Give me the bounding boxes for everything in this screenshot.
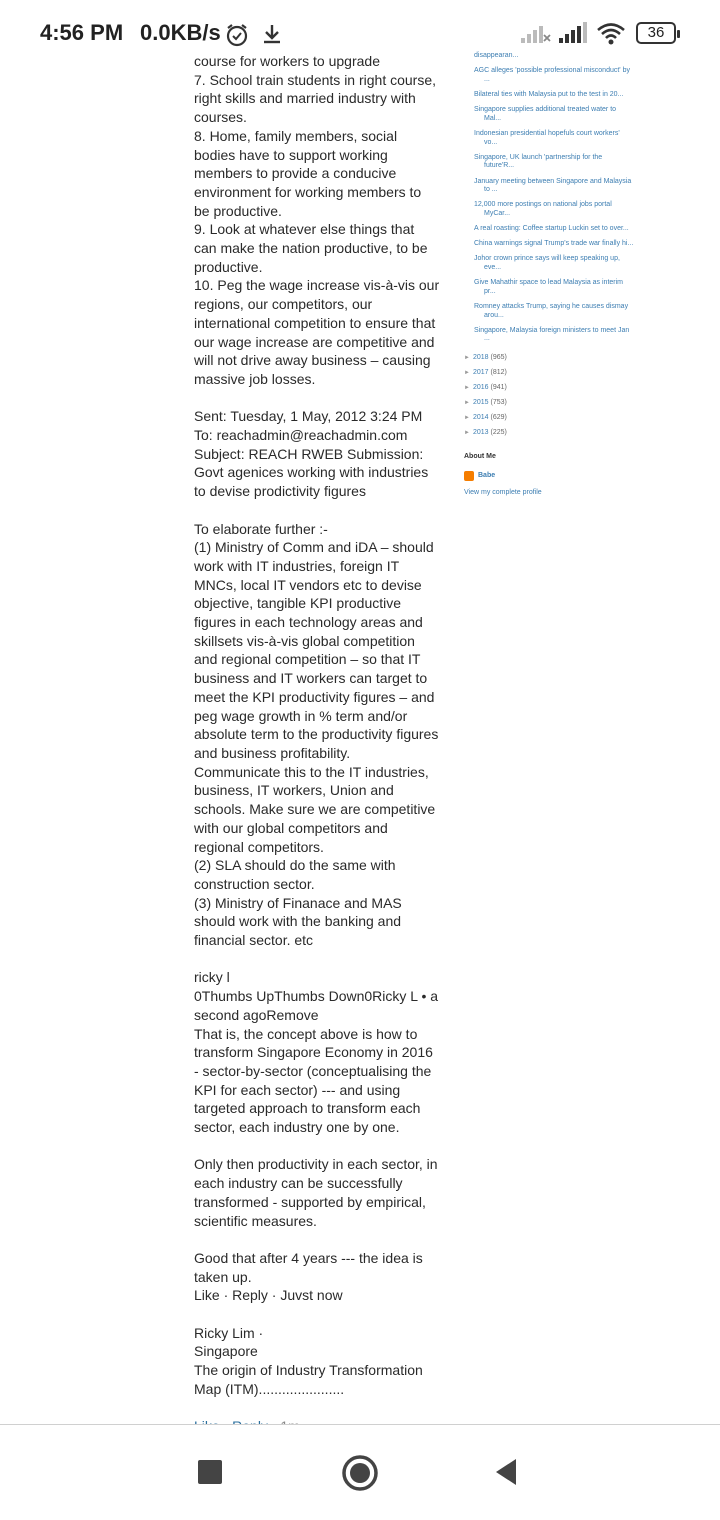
about-me-heading: About Me xyxy=(464,453,496,461)
popular-post-link[interactable]: A real roasting: Coffee startup Luckin set to over... xyxy=(474,225,629,233)
signal-strength-icon xyxy=(558,22,588,49)
expand-arrow-icon[interactable]: ► xyxy=(464,354,470,361)
profile-name[interactable]: Babe xyxy=(478,471,496,479)
alarm-icon xyxy=(224,22,250,53)
expand-arrow-icon[interactable]: ► xyxy=(464,384,470,391)
expand-arrow-icon[interactable]: ► xyxy=(464,399,470,406)
comment-paragraph: Good that after 4 years --- the idea is taken up. Like · Reply · Juvst now xyxy=(194,1249,423,1304)
popular-post-link[interactable]: 12,000 more postings on national jobs portal MyCar... xyxy=(474,201,612,217)
archive-year-item[interactable]: ► 2017 (812) xyxy=(464,368,507,376)
email-header: Sent: Tuesday, 1 May, 2012 3:24 PM To: reachadmin@reachadmin.com Subject: REACH RWEB Submission: Govt agenices working with industries to devise prodictivity figures xyxy=(194,408,429,500)
popular-post-link[interactable]: Johor crown prince says will keep speaking up, eve... xyxy=(474,255,620,272)
back-button[interactable] xyxy=(492,1457,520,1492)
comment-paragraph: Ricky Lim · Singapore The origin of Industry Transformation Map (ITM)...................... xyxy=(194,1324,423,1397)
network-speed: 0.0KB/s xyxy=(140,20,221,45)
popular-post-link[interactable]: January meeting between Singapore and Malaysia to ... xyxy=(474,177,632,194)
archive-year-item[interactable]: ► 2013 (225) xyxy=(464,428,507,436)
view-profile-link[interactable]: View my complete profile xyxy=(464,489,542,497)
popular-post-link[interactable]: disappearan... xyxy=(474,52,519,59)
expand-arrow-icon[interactable]: ► xyxy=(464,369,470,376)
status-bar xyxy=(0,0,720,56)
comment-paragraph: To elaborate further :- (1) Ministry of Comm and iDA – should work with IT industries, foreign IT MNCs, local IT vendors etc to devise objective, tangible KPI productive figures in each technology areas and skillsets vis-à-vis global competition and regional competition – so that IT business and IT workers can target to meet the KPI productivity figures – and peg wage growth in % term and/or absolute term to the productivity figures and business profitability. Communicate this to the IT industries, business, IT workers, Union and schools. Make sure we are competitive with our global competitors and regional competitors. (2) SLA should do the same with construction sector. (3) Ministry of Finanace and MAS should work with the banking and financial sector. etc xyxy=(194,520,439,949)
popular-post-link[interactable]: AGC alleges 'possible professional misconduct' by ... xyxy=(474,67,630,83)
battery-level: 36 xyxy=(636,22,676,44)
popular-post-link[interactable]: China warnings signal Trump's trade war finally hi... xyxy=(474,240,634,248)
blogger-icon xyxy=(464,471,474,481)
popular-post-link[interactable]: Indonesian presidential hopefuls court workers' vo... xyxy=(474,129,620,146)
blog-sidebar xyxy=(464,52,634,498)
archive-year-item[interactable]: ► 2018 (965) xyxy=(464,353,507,361)
archive-year-item[interactable]: ► 2014 (629) xyxy=(464,413,507,421)
home-button[interactable] xyxy=(340,1453,380,1498)
popular-post-link[interactable]: Singapore, Malaysia foreign ministers to meet Jan ... xyxy=(474,326,630,343)
popular-post-link[interactable]: Singapore, UK launch 'partnership for the future'R... xyxy=(474,153,603,170)
popular-post-link[interactable]: Romney attacks Trump, saying he causes dismay arou... xyxy=(474,303,629,319)
archive-year-item[interactable]: ► 2016 (941) xyxy=(464,383,507,391)
recent-apps-button[interactable] xyxy=(198,1460,222,1484)
blog-archive xyxy=(464,354,634,438)
comment-paragraph: Only then productivity in each sector, in each industry can be successfully transformed - supported by empirical, scientific measures. xyxy=(194,1156,438,1229)
popular-post-link[interactable]: Bilateral ties with Malaysia put to the test in 20... xyxy=(474,90,624,98)
profile-link[interactable] xyxy=(464,471,634,481)
signal-no-service-icon xyxy=(520,22,552,49)
popular-post-link[interactable]: Singapore supplies additional treated water to Mal... xyxy=(474,106,617,122)
comment-paragraph: ricky l 0Thumbs UpThumbs Down0Ricky L • a second agoRemove That is, the concept above is how to transform Singapore Economy in 2016 - sector-by-sector (conceptualising the KPI for each sector) --- and using targeted approach to transform each sector, each industry one by one. xyxy=(194,969,439,1136)
archive-year-item[interactable]: ► 2015 (753) xyxy=(464,398,507,406)
expand-arrow-icon[interactable]: ► xyxy=(464,429,470,436)
navigation-bar xyxy=(0,1425,720,1520)
comment-paragraph: course for workers to upgrade 7. School train students in right course, right skills and married industry with courses. 8. Home, family members, social bodies have to support working members to provide a conducive environment for working members to be productive. 9. Look at whatever else things that can make the nation productive, to be productive. 10. Peg the wage increase vis-à-vis our regions, our competitors, our international competition to ensure that our wage increase are competitive and will not drive away business – causing massive job losses. xyxy=(194,53,440,387)
comment-text-column xyxy=(194,52,440,1436)
status-time: 4:56 PM xyxy=(40,20,124,45)
wifi-icon xyxy=(596,22,626,51)
popular-post-link[interactable]: Give Mahathir space to lead Malaysia as interim pr... xyxy=(474,279,624,295)
download-icon xyxy=(260,22,284,51)
expand-arrow-icon[interactable]: ► xyxy=(464,414,470,421)
